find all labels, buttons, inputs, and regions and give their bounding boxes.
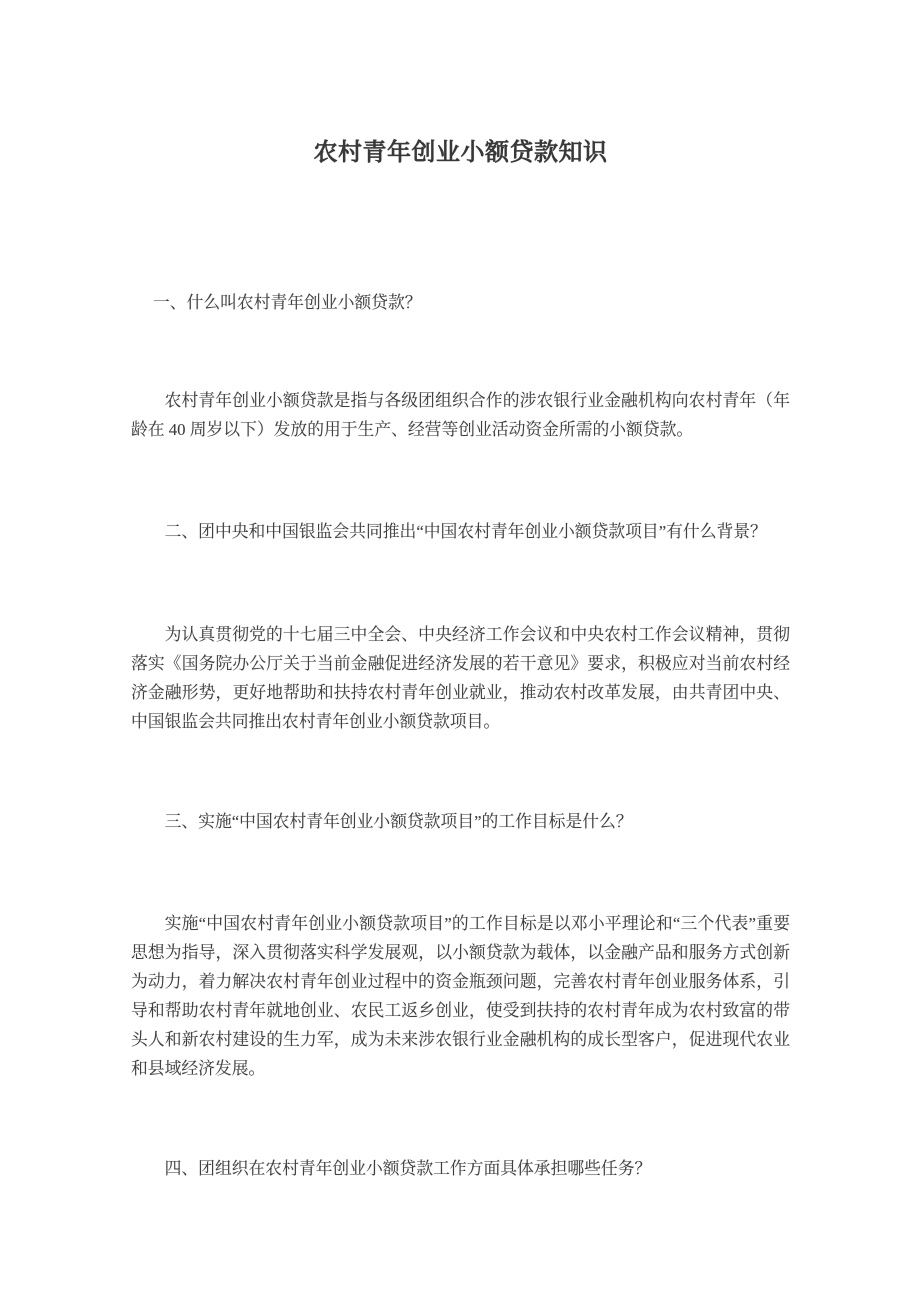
answer-3: 实施“中国农村青年创业小额贷款项目”的工作目标是以邓小平理论和“三个代表”重要思想为指导，深入贯彻落实科学发展观，以小额贷款为载体，以金融产品和服务方式创新为动力，着力解决农村青年创业过程中的资金瓶颈问题，完善农村青年创业服务体系，引导和帮助农村青年就地创业、农民工返乡创业，使受到扶持的农村青年成为农村致富的带头人和新农村建设的生力军，成为未来涉农银行业金融机构的成长型客户，促进现代农业和县域经济发展。 [131, 914, 790, 1078]
question-3: 三、实施“中国农村青年创业小额贷款项目”的工作目标是什么？ [164, 812, 633, 831]
answer-2: 为认真贯彻党的十七届三中全会、中央经济工作会议和中央农村工作会议精神，贯彻落实《国务院办公厅关于当前金融促进经济发展的若干意见》要求，积极应对当前农村经济金融形势，更好地帮助和扶持农村青年创业就业，推动农村改革发展，由共青团中央、中国银监会共同推出农村青年创业小额贷款项目。 [131, 625, 790, 731]
question-2: 二、团中央和中国银监会共同推出“中国农村青年创业小额贷款项目”有什么背景？ [164, 522, 767, 541]
answer-1: 农村青年创业小额贷款是指与各级团组织合作的涉农银行业金融机构向农村青年（年龄在 40 周岁以下）发放的用于生产、经营等创业活动资金所需的小额贷款。 [131, 391, 790, 439]
document-title: 农村青年创业小额贷款知识 [313, 140, 608, 167]
question-4: 四、团组织在农村青年创业小额贷款工作方面具体承担哪些任务？ [164, 1159, 652, 1178]
question-1: 一、什么叫农村青年创业小额贷款？ [153, 293, 422, 312]
